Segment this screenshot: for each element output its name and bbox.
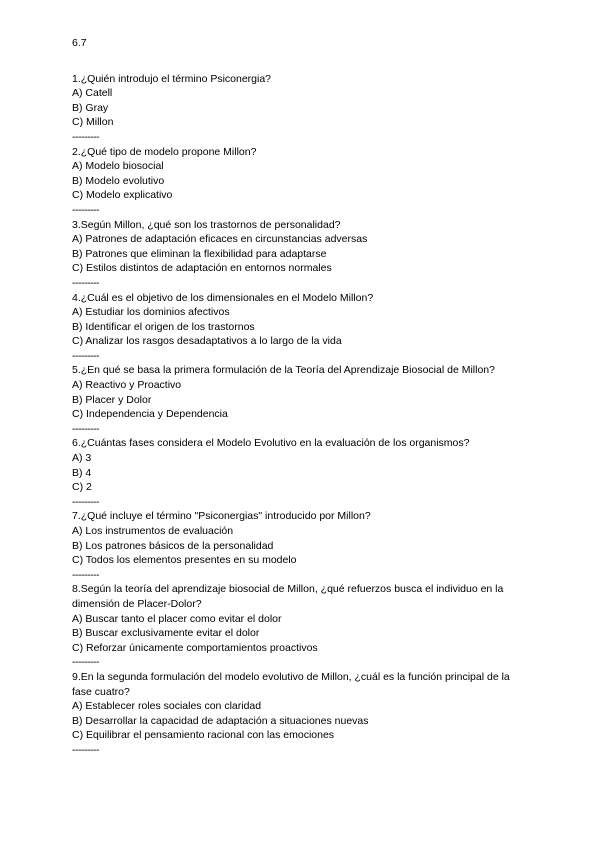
question-text: 4.¿Cuál es el objetivo de los dimensionales en el Modelo Millon? [72,291,374,304]
question-text: 9.En la segunda formulación del modelo evolutivo de Millon, ¿cuál es la función principal de la fase cuatro? [72,670,510,698]
answer-option: A) Buscar tanto el placer como evitar el dolor [72,612,282,625]
separator-line: --------- [72,495,99,508]
question-block-1 [72,72,532,145]
answer-option: B) 4 [72,466,92,479]
question-text: 2.¿Qué tipo de modelo propone Millon? [72,145,257,158]
question-list [72,72,532,758]
separator-line: --------- [72,276,99,289]
answer-option: B) Identificar el origen de los trastornos [72,320,255,333]
question-block-4 [72,291,532,364]
answer-option: B) Los patrones básicos de la personalidad [72,539,274,552]
question-block-9 [72,670,532,758]
answer-option: A) Modelo biosocial [72,160,164,173]
answer-option: B) Patrones que eliminan la flexibilidad para adaptarse [72,247,327,260]
question-text: 8.Según la teoría del aprendizaje biosocial de Millon, ¿qué refuerzos busca el individuo en la dimensión de Placer-Dolor? [72,583,504,610]
document-page [72,36,532,758]
section-title: 6.7 [72,37,87,49]
answer-option: A) Reactivo y Proactivo [72,379,182,392]
answer-option: A) Catell [72,87,113,100]
question-text: 5.¿En qué se basa la primera formulación de la Teoría del Aprendizaje Biosocial de Millon? [72,364,495,377]
answer-option: C) Millon [72,116,114,129]
answer-option: C) Todos los elementos presentes en su modelo [72,554,297,567]
answer-option: A) Patrones de adaptación eficaces en circunstancias adversas [72,233,368,246]
answer-option: B) Modelo evolutivo [72,174,165,187]
question-block-2 [72,145,532,218]
answer-option: B) Placer y Dolor [72,393,152,406]
separator-line: --------- [72,743,99,756]
question-text: 3.Según Millon, ¿qué son los trastornos de personalidad? [72,218,341,231]
separator-line: --------- [72,130,99,143]
answer-option: A) Los instrumentos de evaluación [72,525,234,537]
separator-line: --------- [72,203,99,216]
answer-option: C) Independencia y Dependencia [72,408,228,421]
answer-option: C) Equilibrar el pensamiento racional con las emociones [72,729,335,742]
answer-option: C) Reforzar únicamente comportamientos proactivos [72,641,318,654]
answer-option: B) Gray [72,101,109,114]
answer-option: C) Modelo explicativo [72,189,173,202]
question-block-3 [72,218,532,291]
answer-option: C) Estilos distintos de adaptación en entornos normales [72,262,332,275]
separator-line: --------- [72,656,99,669]
answer-option: C) 2 [72,481,92,494]
question-block-5 [72,363,532,436]
question-text: 7.¿Qué incluye el término "Psiconergias" introducido por Millon? [72,510,371,523]
question-block-7 [72,509,532,582]
answer-option: B) Desarrollar la capacidad de adaptación a situaciones nuevas [72,714,369,727]
answer-option: A) Estudiar los dominios afectivos [72,306,230,319]
separator-line: --------- [72,422,99,435]
question-text: 6.¿Cuántas fases considera el Modelo Evolutivo en la evaluación de los organismos? [72,437,470,450]
answer-option: B) Buscar exclusivamente evitar el dolor [72,627,260,640]
answer-option: A) Establecer roles sociales con claridad [72,700,262,713]
separator-line: --------- [72,568,99,581]
question-block-6 [72,436,532,509]
separator-line: --------- [72,349,99,362]
answer-option: A) 3 [72,452,92,465]
question-block-8 [72,582,532,670]
answer-option: C) Analizar los rasgos desadaptativos a lo largo de la vida [72,335,342,348]
question-text: 1.¿Quién introdujo el término Psiconergia? [72,72,272,85]
